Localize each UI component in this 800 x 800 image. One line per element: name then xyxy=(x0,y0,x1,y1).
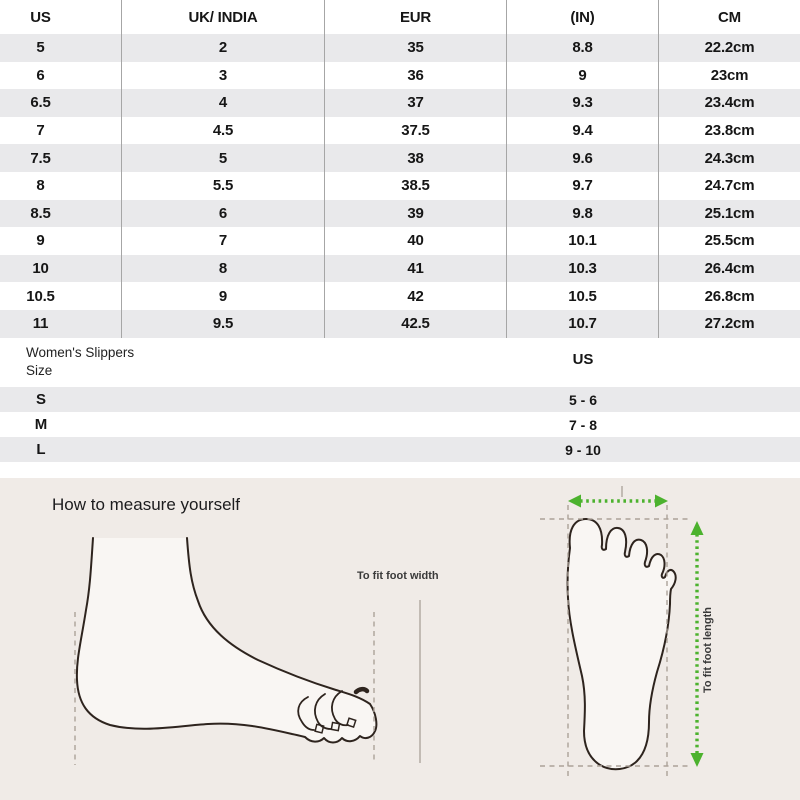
cell-uk: 4 xyxy=(122,89,325,117)
cell-uk: 9.5 xyxy=(122,310,325,338)
cell-us: 7.5 xyxy=(0,144,122,172)
cell-uk: 7 xyxy=(122,227,325,255)
foot-length-label: To fit foot length xyxy=(702,607,714,693)
cell-us: 10.5 xyxy=(0,282,122,310)
cell-in: 9.7 xyxy=(507,172,659,200)
cell-us: 11 xyxy=(0,310,122,338)
cell-uk: 5 xyxy=(122,144,325,172)
table-row xyxy=(0,34,800,62)
womens-slippers-table xyxy=(0,338,800,462)
slippers-row-m xyxy=(0,412,800,437)
slipper-size-label: M xyxy=(34,416,48,433)
cell-in: 9.8 xyxy=(507,200,659,228)
header-uk-india: UK/ INDIA xyxy=(122,0,325,34)
size-conversion-table xyxy=(0,0,800,338)
header-cm: CM xyxy=(718,8,741,26)
cell-eur: 40 xyxy=(325,227,507,255)
cell-eur: 42 xyxy=(325,282,507,310)
cell-in: 8.8 xyxy=(507,34,659,62)
cell-cm: 25.1cm xyxy=(704,204,755,222)
slipper-size-label: L xyxy=(36,441,46,458)
cell-cm: 23.8cm xyxy=(704,122,755,140)
cell-cm: 26.4cm xyxy=(704,260,755,278)
cell-cm: 24.3cm xyxy=(704,149,755,167)
cell-in: 10.3 xyxy=(507,255,659,283)
slipper-size-label: S xyxy=(35,391,46,408)
slippers-row-s xyxy=(0,387,800,412)
header-us: US xyxy=(0,0,122,34)
header-in: (IN) xyxy=(507,0,659,34)
table-row xyxy=(0,200,800,228)
foot-side-view-illustration xyxy=(77,538,377,743)
table-row xyxy=(0,144,800,172)
cell-cm: 23cm xyxy=(710,66,749,84)
cell-uk: 8 xyxy=(122,255,325,283)
cell-uk: 4.5 xyxy=(122,117,325,145)
cell-us: 7 xyxy=(0,117,122,145)
cell-us: 8 xyxy=(0,172,122,200)
table-row xyxy=(0,117,800,145)
cell-eur: 37 xyxy=(325,89,507,117)
slippers-row-l xyxy=(0,437,800,462)
cell-eur: 38 xyxy=(325,144,507,172)
cell-in: 9 xyxy=(507,62,659,90)
foot-width-arrow-icon xyxy=(568,495,668,508)
measure-title: How to measure yourself xyxy=(52,495,241,514)
cell-cm: 25.5cm xyxy=(704,232,755,250)
cell-us: 6 xyxy=(0,62,122,90)
cell-us: 6.5 xyxy=(0,89,122,117)
cell-in: 10.1 xyxy=(507,227,659,255)
footprint-top-view-illustration xyxy=(568,519,676,769)
foot-width-label: To fit foot width xyxy=(357,570,439,582)
cell-eur: 42.5 xyxy=(325,310,507,338)
foot-length-arrow-icon xyxy=(691,521,704,767)
table-row xyxy=(0,89,800,117)
cell-us: 8.5 xyxy=(0,200,122,228)
big-toenail xyxy=(356,689,367,692)
slippers-us-header: US xyxy=(572,351,594,368)
table-row xyxy=(0,227,800,255)
measure-section xyxy=(0,478,800,800)
slipper-size-value: 9 - 10 xyxy=(565,441,601,458)
slipper-size-value: 7 - 8 xyxy=(568,416,597,433)
table-header-row xyxy=(0,0,800,34)
cell-cm: 22.2cm xyxy=(704,39,755,57)
cell-in: 10.5 xyxy=(507,282,659,310)
cell-in: 9.3 xyxy=(507,89,659,117)
cell-uk: 2 xyxy=(122,34,325,62)
cell-eur: 39 xyxy=(325,200,507,228)
cell-us: 9 xyxy=(0,227,122,255)
cell-in: 9.6 xyxy=(507,144,659,172)
cell-eur: 38.5 xyxy=(325,172,507,200)
slipper-size-value: 5 - 6 xyxy=(568,391,597,408)
header-eur: EUR xyxy=(325,0,507,34)
cell-in: 10.7 xyxy=(507,310,659,338)
cell-us: 10 xyxy=(0,255,122,283)
table-row xyxy=(0,62,800,90)
table-row xyxy=(0,310,800,338)
cell-cm: 23.4cm xyxy=(704,94,755,112)
slippers-title-line1: Women's Slippers xyxy=(26,345,135,360)
cell-cm: 24.7cm xyxy=(704,177,755,195)
cell-cm: 27.2cm xyxy=(704,315,755,333)
cell-uk: 3 xyxy=(122,62,325,90)
table-row xyxy=(0,172,800,200)
cell-uk: 5.5 xyxy=(122,172,325,200)
cell-eur: 41 xyxy=(325,255,507,283)
table-row xyxy=(0,255,800,283)
cell-eur: 37.5 xyxy=(325,117,507,145)
cell-eur: 35 xyxy=(325,34,507,62)
cell-in: 9.4 xyxy=(507,117,659,145)
cell-uk: 9 xyxy=(122,282,325,310)
table-row xyxy=(0,282,800,310)
cell-eur: 36 xyxy=(325,62,507,90)
cell-cm: 26.8cm xyxy=(704,287,755,305)
slippers-header xyxy=(0,338,800,387)
cell-uk: 6 xyxy=(122,200,325,228)
slippers-title-line2: Size xyxy=(26,363,53,378)
measure-illustration xyxy=(0,478,800,800)
cell-us: 5 xyxy=(0,34,122,62)
